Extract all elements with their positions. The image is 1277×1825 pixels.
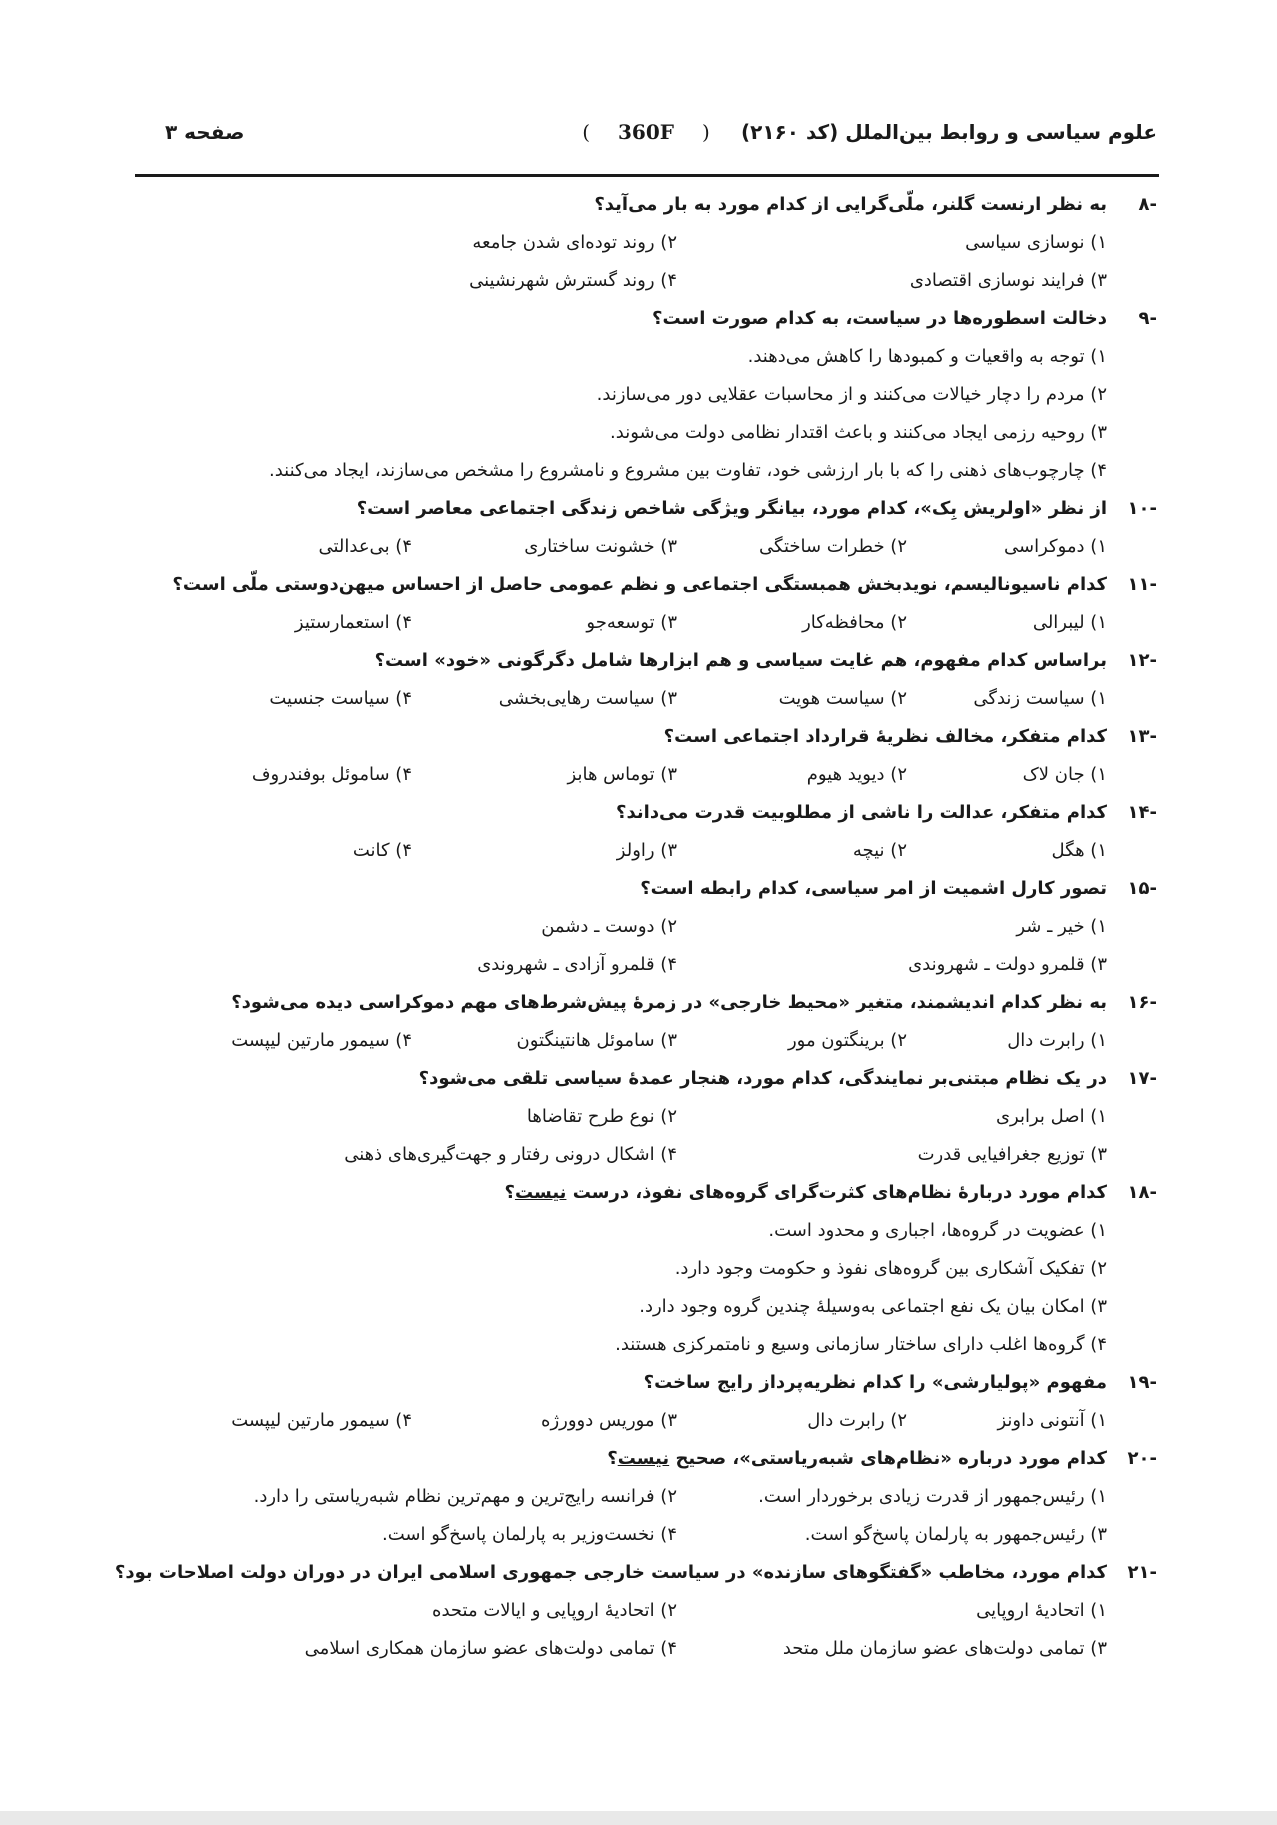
question-text: کدام مورد، مخاطب «گفتگوهای سازنده» در سیاست خارجی جمهوری اسلامی ایران در دوران دولت اصلاحات بود؟ xyxy=(114,1562,1107,1583)
option-1[interactable]: ۱) رئیس‌جمهور از قدرت زیادی برخوردار است. xyxy=(758,1486,1107,1507)
option-2[interactable]: ۲) اتحادیهٔ اروپایی و ایالات متحده xyxy=(432,1600,677,1621)
option-1[interactable]: ۱) عضویت در گروه‌ها، اجباری و محدود است. xyxy=(768,1220,1107,1241)
page-header xyxy=(135,120,1157,156)
question-number: -۱۸ xyxy=(1127,1182,1157,1203)
option-3[interactable]: ۳) موریس دوورژه xyxy=(541,1410,677,1431)
question-text: به نظر ارنست گلنر، ملّی‌گرایی از کدام مورد به بار می‌آید؟ xyxy=(594,194,1107,215)
question-10 xyxy=(130,490,1157,566)
option-4[interactable]: ۴) سیمور مارتین لیپست xyxy=(231,1410,412,1431)
option-4[interactable]: ۴) بی‌عدالتی xyxy=(318,536,412,557)
question-text: تصور کارل اشمیت از امر سیاسی، کدام رابطه است؟ xyxy=(640,878,1107,899)
option-3[interactable]: ۳) تمامی دولت‌های عضو سازمان ملل متحد xyxy=(782,1638,1107,1659)
paren-close: ) xyxy=(701,120,710,144)
question-number: -۱۷ xyxy=(1127,1068,1157,1089)
question-text: در یک نظام مبتنی‌بر نمایندگی، کدام مورد، هنجار عمدهٔ سیاسی تلقی می‌شود؟ xyxy=(418,1068,1107,1089)
question-text: به نظر کدام اندیشمند، متغیر «محیط خارجی» در زمرهٔ پیش‌شرط‌های مهم دموکراسی دیده می‌شود؟ xyxy=(231,992,1107,1013)
question-number: -۱۵ xyxy=(1127,878,1157,899)
option-1[interactable]: ۱) لیبرالی xyxy=(1032,612,1107,633)
option-4[interactable]: ۴) کانت xyxy=(352,840,412,861)
option-1[interactable]: ۱) رابرت دال xyxy=(1007,1030,1107,1051)
question-text: کدام مورد درباره «نظام‌های شبه‌ریاستی»، صحیح نیست؟ xyxy=(607,1448,1107,1469)
option-1[interactable]: ۱) آنتونی داونز xyxy=(997,1410,1107,1431)
option-4[interactable]: ۴) قلمرو آزادی ـ شهروندی xyxy=(477,954,677,975)
question-number: -۸ xyxy=(1138,194,1157,215)
option-2[interactable]: ۲) فرانسه رایج‌ترین و مهم‌ترین نظام شبه‌ریاستی را دارد. xyxy=(253,1486,677,1507)
question-14 xyxy=(130,794,1157,870)
option-1[interactable]: ۱) خیر ـ شر xyxy=(1016,916,1107,937)
page-number: صفحه ۳ xyxy=(165,120,245,144)
option-3[interactable]: ۳) راولز xyxy=(616,840,677,861)
question-text: براساس کدام مفهوم، هم غایت سیاسی و هم ابزارها شامل دگرگونی «خود» است؟ xyxy=(374,650,1107,671)
question-text: مفهوم «پولیارشی» را کدام نظریه‌پرداز رایج ساخت؟ xyxy=(643,1372,1107,1393)
option-1[interactable]: ۱) سیاست زندگی xyxy=(973,688,1107,709)
option-2[interactable]: ۲) روند توده‌ای شدن جامعه xyxy=(472,232,677,253)
option-2[interactable]: ۲) نیچه xyxy=(852,840,907,861)
option-3[interactable]: ۳) قلمرو دولت ـ شهروندی xyxy=(908,954,1107,975)
option-1[interactable]: ۱) اصل برابری xyxy=(995,1106,1107,1127)
option-3[interactable]: ۳) رئیس‌جمهور به پارلمان پاسخ‌گو است. xyxy=(804,1524,1107,1545)
option-3[interactable]: ۳) سیاست رهایی‌بخشی xyxy=(498,688,677,709)
option-4[interactable]: ۴) نخست‌وزیر به پارلمان پاسخ‌گو است. xyxy=(382,1524,677,1545)
option-3[interactable]: ۳) روحیه رزمی ایجاد می‌کنند و باعث اقتدار نظامی دولت می‌شوند. xyxy=(610,422,1107,443)
question-text: کدام ناسیونالیسم، نویدبخش همبستگی اجتماعی و نظم عمومی حاصل از احساس میهن‌دوستی ملّی است؟ xyxy=(172,574,1107,595)
question-text: کدام مورد دربارهٔ نظام‌های کثرت‌گرای گروه‌های نفوذ، درست نیست؟ xyxy=(504,1182,1107,1203)
question-11 xyxy=(130,566,1157,642)
question-number: -۲۰ xyxy=(1127,1448,1157,1469)
questions-list xyxy=(114,186,1157,1668)
question-number: -۱۰ xyxy=(1127,498,1157,519)
option-2[interactable]: ۲) مردم را دچار خیالات می‌کنند و از محاسبات عقلایی دور می‌سازند. xyxy=(596,384,1107,405)
question-number: -۱۲ xyxy=(1127,650,1157,671)
option-2[interactable]: ۲) سیاست هویت xyxy=(778,688,907,709)
question-text: کدام متفکر، عدالت را ناشی از مطلوبیت قدرت می‌داند؟ xyxy=(616,802,1107,823)
option-2[interactable]: ۲) نوع طرح تقاضاها xyxy=(526,1106,677,1127)
option-2[interactable]: ۲) دوست ـ دشمن xyxy=(541,916,677,937)
question-13 xyxy=(130,718,1157,794)
option-2[interactable]: ۲) رابرت دال xyxy=(807,1410,907,1431)
question-15 xyxy=(130,870,1157,984)
option-4[interactable]: ۴) سیاست جنسیت xyxy=(269,688,412,709)
option-4[interactable]: ۴) اشکال درونی رفتار و جهت‌گیری‌های ذهنی xyxy=(344,1144,677,1165)
option-4[interactable]: ۴) چارچوب‌های ذهنی را که با بار ارزشی خود، تفاوت بین مشروع و نامشروع را مشخص می‌سازند، ایجاد می‌کنند. xyxy=(269,460,1107,481)
question-number: -۱۳ xyxy=(1127,726,1157,747)
option-1[interactable]: ۱) دموکراسی xyxy=(1004,536,1107,557)
exam-subject-title: علوم سیاسی و روابط بین‌الملل (کد ۲۱۶۰) xyxy=(741,120,1157,144)
option-3[interactable]: ۳) ساموئل هانتینگتون xyxy=(516,1030,677,1051)
option-3[interactable]: ۳) توزیع جغرافیایی قدرت xyxy=(917,1144,1107,1165)
question-text: دخالت اسطوره‌ها در سیاست، به کدام صورت است؟ xyxy=(652,308,1107,329)
option-3[interactable]: ۳) توماس هابز xyxy=(567,764,677,785)
option-1[interactable]: ۱) توجه به واقعیات و کمبودها را کاهش می‌دهند. xyxy=(747,346,1107,367)
option-2[interactable]: ۲) برینگتون مور xyxy=(787,1030,907,1051)
negation-underlined: نیست xyxy=(617,1448,670,1469)
option-4[interactable]: ۴) استعمارستیز xyxy=(294,612,412,633)
negation-underlined: نیست xyxy=(514,1182,567,1203)
option-3[interactable]: ۳) توسعه‌جو xyxy=(586,612,677,633)
option-1[interactable]: ۱) نوسازی سیاسی xyxy=(965,232,1107,253)
question-21 xyxy=(114,1554,1157,1668)
question-16 xyxy=(130,984,1157,1060)
option-2[interactable]: ۲) تفکیک آشکاری بین گروه‌های نفوذ و حکومت وجود دارد. xyxy=(674,1258,1107,1279)
option-4[interactable]: ۴) روند گسترش شهرنشینی xyxy=(469,270,677,291)
option-4[interactable]: ۴) ساموئل بوفندروف xyxy=(251,764,412,785)
option-1[interactable]: ۱) هگل xyxy=(1051,840,1107,861)
paren-open: ( xyxy=(582,120,591,144)
question-number: -۱۱ xyxy=(1127,574,1157,595)
question-number: -۹ xyxy=(1138,308,1157,329)
question-number: -۱۶ xyxy=(1127,992,1157,1013)
question-text: کدام متفکر، مخالف نظریهٔ قرارداد اجتماعی است؟ xyxy=(663,726,1107,747)
booklet-code xyxy=(135,120,1157,144)
option-1[interactable]: ۱) اتحادیهٔ اروپایی xyxy=(976,1600,1107,1621)
option-3[interactable]: ۳) خشونت ساختاری xyxy=(524,536,677,557)
option-3[interactable]: ۳) امکان بیان یک نفع اجتماعی به‌وسیلهٔ چندین گروه وجود دارد. xyxy=(639,1296,1107,1317)
booklet-code-value: 360F xyxy=(618,120,674,144)
option-2[interactable]: ۲) دیوید هیوم xyxy=(806,764,907,785)
option-2[interactable]: ۲) محافظه‌کار xyxy=(802,612,907,633)
option-4[interactable]: ۴) گروه‌ها اغلب دارای ساختار سازمانی وسیع و نامتمرکزی هستند. xyxy=(615,1334,1107,1355)
question-12 xyxy=(130,642,1157,718)
question-8 xyxy=(130,186,1157,300)
question-number: -۱۴ xyxy=(1127,802,1157,823)
option-1[interactable]: ۱) جان لاک xyxy=(1022,764,1107,785)
question-19 xyxy=(130,1364,1157,1440)
option-3[interactable]: ۳) فرایند نوسازی اقتصادی xyxy=(909,270,1107,291)
option-4[interactable]: ۴) تمامی دولت‌های عضو سازمان همکاری اسلامی xyxy=(304,1638,677,1659)
question-number: -۲۱ xyxy=(1127,1562,1157,1583)
option-4[interactable]: ۴) سیمور مارتین لیپست xyxy=(231,1030,412,1051)
question-9 xyxy=(130,300,1157,490)
option-2[interactable]: ۲) خطرات ساختگی xyxy=(759,536,907,557)
question-17 xyxy=(130,1060,1157,1174)
page-bottom-edge xyxy=(0,1811,1277,1825)
question-number: -۱۹ xyxy=(1127,1372,1157,1393)
question-text: از نظر «اولریش بِک»، کدام مورد، بیانگر ویژگی شاخص زندگی اجتماعی معاصر است؟ xyxy=(356,498,1107,519)
header-divider xyxy=(135,174,1159,177)
question-18 xyxy=(130,1174,1157,1364)
question-20 xyxy=(130,1440,1157,1554)
